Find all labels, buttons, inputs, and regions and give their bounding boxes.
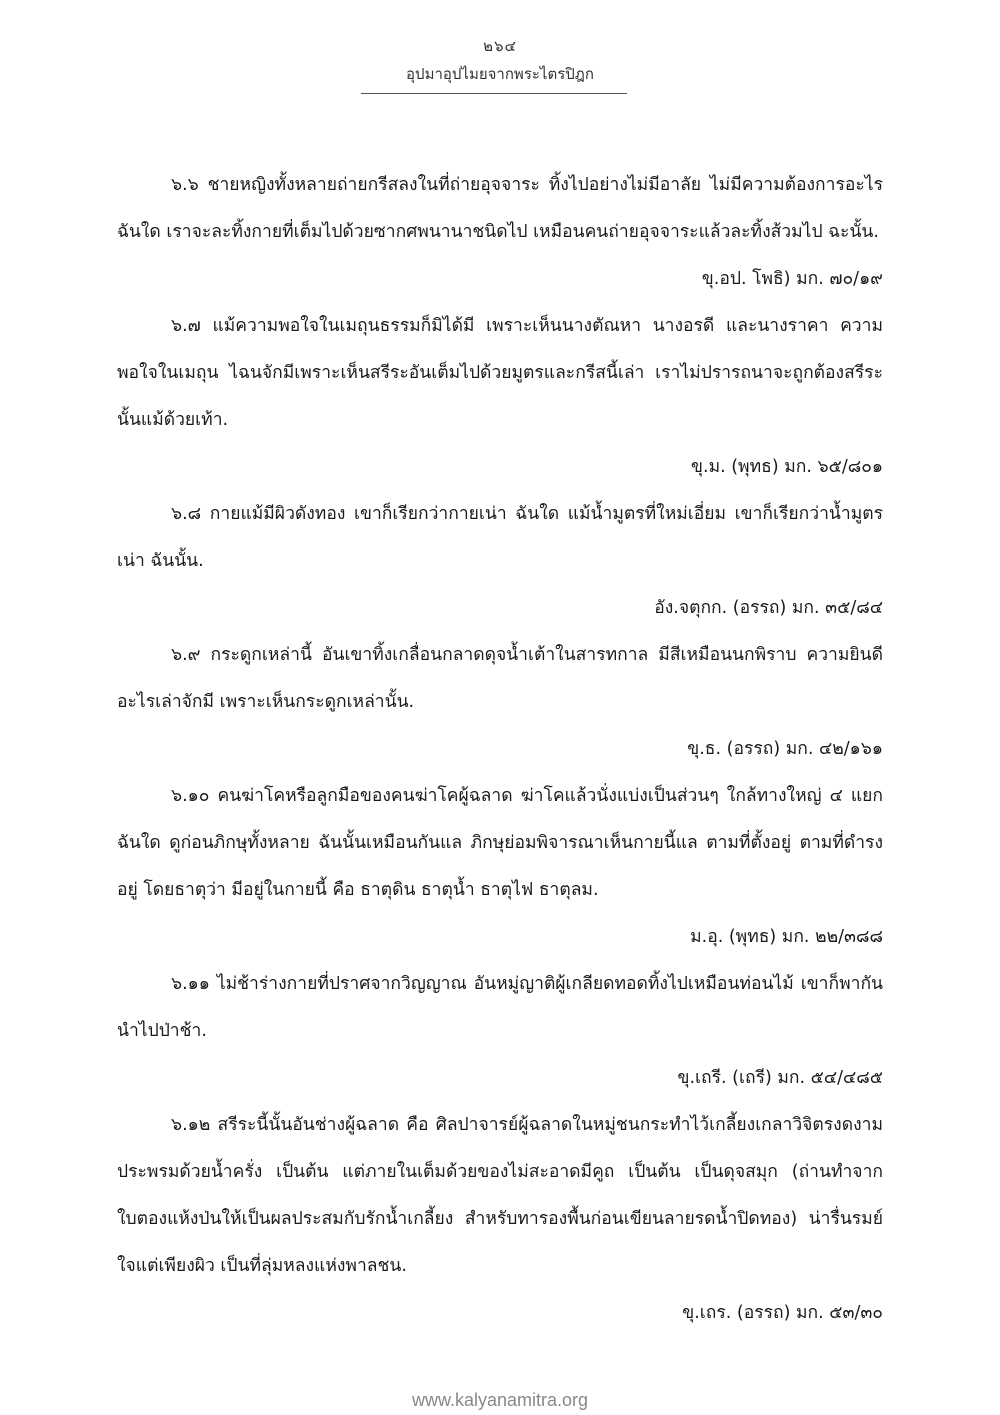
entry [117,1102,883,1337]
entry-reference: ขุ.เถร. (อรรถ) มก. ๕๓/๓๐ [682,1303,883,1323]
entry [117,632,883,773]
running-title: อุปมาอุปไมยจากพระไตรปิฎก [406,65,594,83]
entry-reference: ขุ.ธ. (อรรถ) มก. ๔๒/๑๖๑ [687,739,883,759]
footer-url: www.kalyanamitra.org [411,1390,589,1410]
entry-text: ๖.๗ แม้ความพอใจในเมถุนธรรมก็มิได้มี เพราะเห็นนางตัณหา นางอรดี และนางราคา ความพอใจในเมถุน ไฉนจักมีเพราะเห็นสรีระอันเต็มไปด้วยมูตรและกรีสนี้เล่า เราไม่ปรารถนาจะถูกต้องสรีระนั้นแม้ด้วยเท้า. [117,316,883,430]
entry-text: ๖.๑๒ สรีระนี้นั้นอันช่างผู้ฉลาด คือ ศิลปาจารย์ผู้ฉลาดในหมู่ชนกระทำไว้เกลี้ยงเกลาวิจิตรงดงาม ประพรมด้วยน้ำครั่ง เป็นต้น แต่ภายในเต็มด้วยของไม่สะอาดมีคูถ เป็นต้น เป็นดุจสมุก (ถ่านทำจากใบตองแห้งป่นให้เป็นผลประสมกับรักน้ำเกลี้ยง สำหรับทารองพื้นก่อนเขียนลายรดน้ำปิดทอง) น่ารื่นรมย์ใจแต่เพียงผิว เป็นที่ลุ่มหลงแห่งพาลชน. [117,1115,883,1276]
document-body [117,162,883,1337]
entry [117,961,883,1102]
entry-text: ๖.๖ ชายหญิงทั้งหลายถ่ายกรีสลงในที่ถ่ายอุจจาระ ทิ้งไปอย่างไม่มีอาลัย ไม่มีความต้องการอะไร ฉันใด เราจะละทิ้งกายที่เต็มไปด้วยซากศพนานาชนิดไป เหมือนคนถ่ายอุจจาระแล้วละทิ้งส้วมไป ฉะนั้น. [117,175,883,242]
entry-reference: อัง.จตุกก. (อรรถ) มก. ๓๕/๘๔ [654,598,883,618]
entry-text: ๖.๑๑ ไม่ช้าร่างกายที่ปราศจากวิญญาณ อันหมู่ญาติผู้เกลียดทอดทิ้งไปเหมือนท่อนไม้ เขาก็พากันนำไปป่าช้า. [117,974,883,1041]
entry [117,303,883,491]
entry-reference: ขุ.เถรี. (เถรี) มก. ๕๔/๔๘๕ [677,1068,883,1088]
page-number: ๒๖๔ [483,37,517,55]
entry-reference: ม.อุ. (พุทธ) มก. ๒๒/๓๘๘ [690,927,883,947]
entry [117,773,883,961]
entry-text: ๖.๑๐ คนฆ่าโคหรือลูกมือของคนฆ่าโคผู้ฉลาด ฆ่าโคแล้วนั่งแบ่งเป็นส่วนๆ ใกล้ทางใหญ่ ๔ แยก ฉันใด ดูก่อนภิกษุทั้งหลาย ฉันนั้นเหมือนกันแล ภิกษุย่อมพิจารณาเห็นกายนี้แล ตามที่ตั้งอยู่ ตามที่ดำรงอยู่ โดยธาตุว่า มีอยู่ในกายนี้ คือ ธาตุดิน ธาตุน้ำ ธาตุไฟ ธาตุลม. [117,786,883,900]
entry-text: ๖.๙ กระดูกเหล่านี้ อันเขาทิ้งเกลื่อนกลาดดุจน้ำเต้าในสารทกาล มีสีเหมือนนกพิราบ ความยินดีอะไรเล่าจักมี เพราะเห็นกระดูกเหล่านั้น. [117,645,883,712]
entry-text: ๖.๘ กายแม้มีผิวดังทอง เขาก็เรียกว่ากายเน่า ฉันใด แม้น้ำมูตรที่ใหม่เอี่ยม เขาก็เรียกว่าน้ำมูตรเน่า ฉันนั้น. [117,504,883,571]
entry [117,491,883,632]
entry [117,162,883,303]
header-divider [361,93,627,94]
entry-reference: ขุ.อป. โพธิ) มก. ๗๐/๑๙ [701,269,883,289]
entry-reference: ขุ.ม. (พุทธ) มก. ๖๕/๘๐๑ [691,457,883,477]
